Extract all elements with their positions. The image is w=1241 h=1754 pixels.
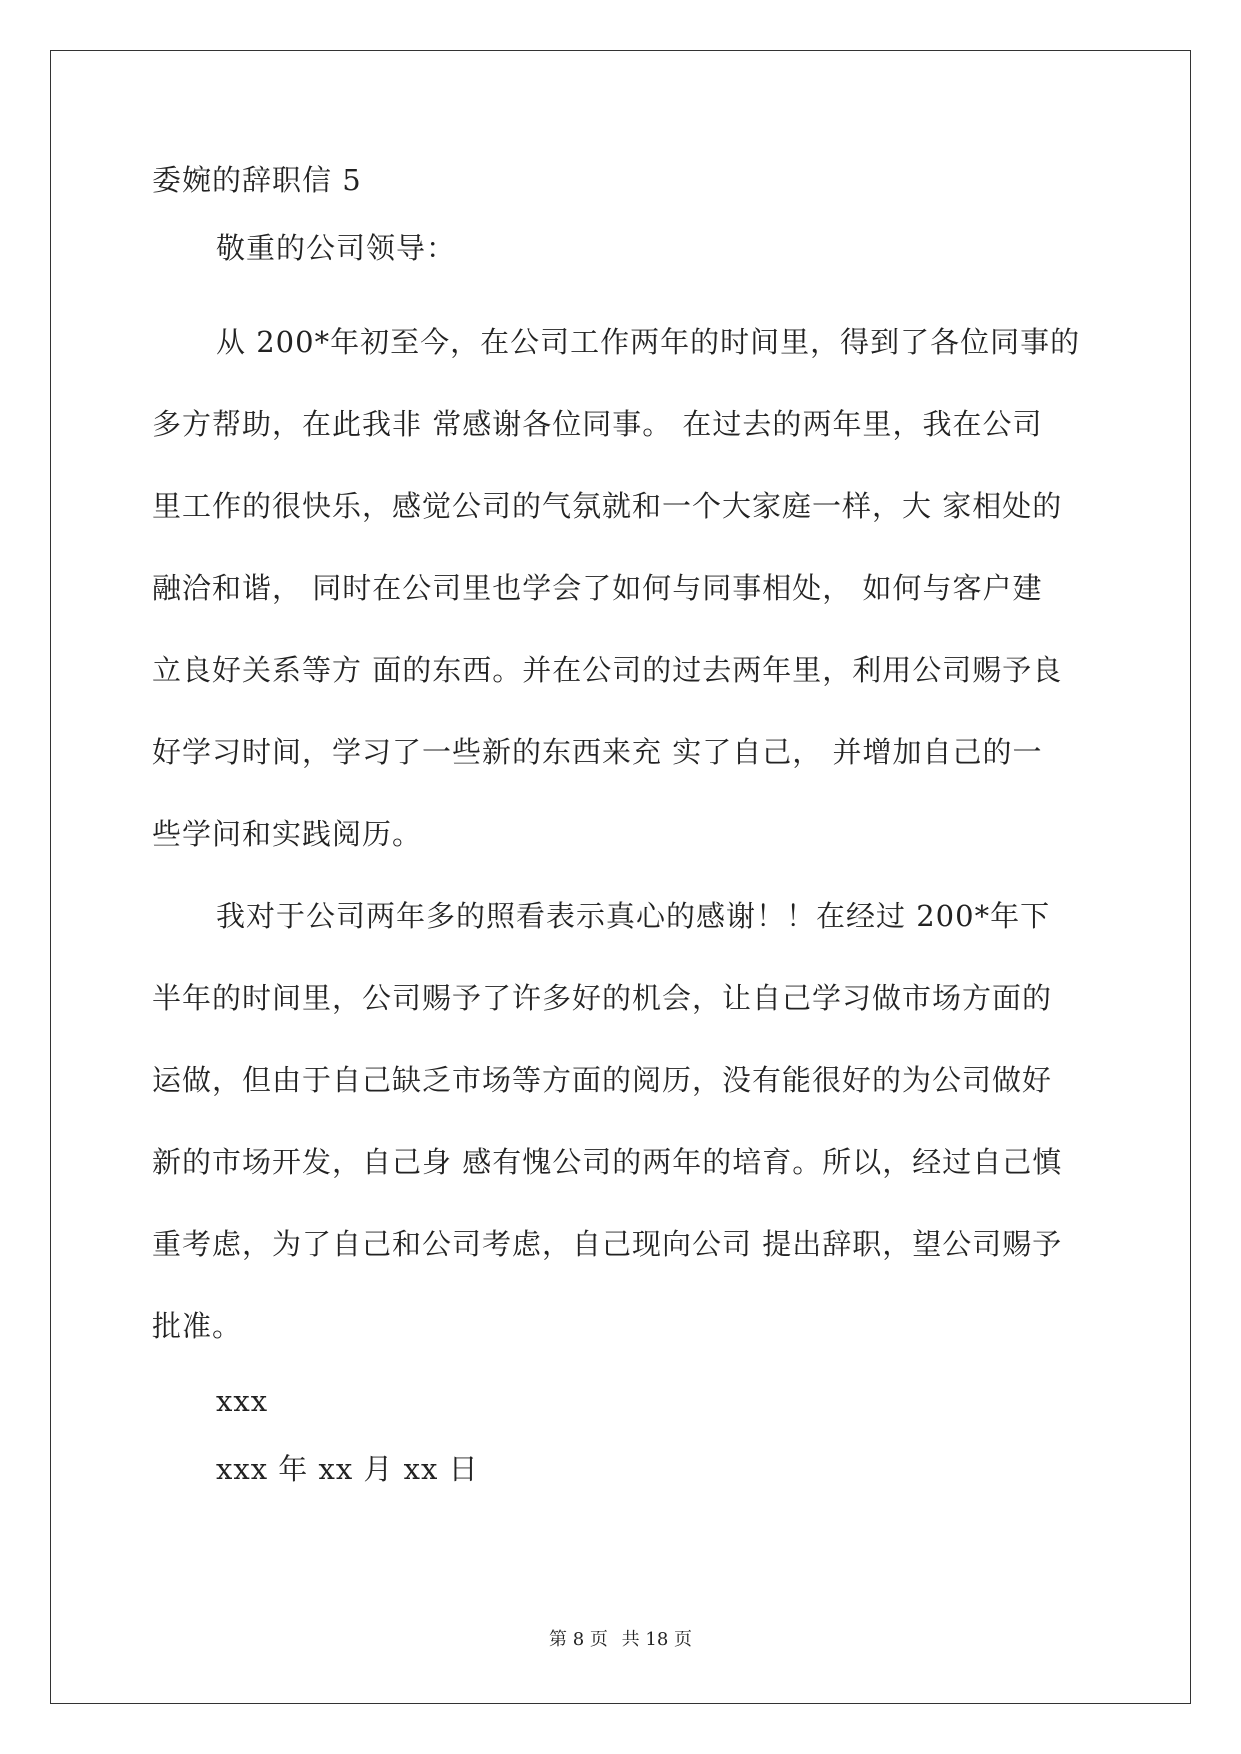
- page-footer: [0, 1625, 1241, 1651]
- page-total: 共 18 页: [621, 1629, 692, 1650]
- paragraph-line: 好学习时间，学习了一些新的东西来充 实了自己， 并增加自己的一: [152, 735, 1043, 769]
- page-number: 第 8 页: [549, 1629, 608, 1650]
- paragraph-line: 里工作的很快乐，感觉公司的气氛就和一个大家庭一样，大 家相处的: [152, 489, 1063, 523]
- signature-name: xxx: [216, 1384, 269, 1418]
- paragraph-1: [152, 301, 1092, 875]
- letter-body: [152, 165, 1092, 1503]
- paragraph-line: 我对于公司两年多的照看表示真心的感谢！！在经过 200*年下: [216, 899, 1051, 933]
- paragraph-2: [152, 875, 1092, 1367]
- paragraph-line: 些学问和实践阅历。: [152, 817, 423, 851]
- salutation: 敬重的公司领导：: [216, 231, 457, 265]
- paragraph-line: 立良好关系等方 面的东西。并在公司的过去两年里，利用公司赐予良: [152, 653, 1063, 687]
- paragraph-line: 半年的时间里，公司赐予了许多好的机会，让自己学习做市场方面的: [152, 981, 1053, 1015]
- paragraph-line: 重考虑，为了自己和公司考虑，自己现向公司 提出辞职，望公司赐予: [152, 1227, 1063, 1261]
- paragraph-line: 批准。: [152, 1309, 243, 1343]
- signature-date: xxx 年 xx 月 xx 日: [216, 1452, 479, 1486]
- paragraph-line: 多方帮助，在此我非 常感谢各位同事。 在过去的两年里，我在公司: [152, 407, 1043, 441]
- paragraph-line: 融洽和谐， 同时在公司里也学会了如何与同事相处， 如何与客户建: [152, 571, 1043, 605]
- paragraph-line: 运做，但由于自己缺乏市场等方面的阅历，没有能很好的为公司做好: [152, 1063, 1053, 1097]
- paragraph-line: 新的市场开发，自己身 感有愧公司的两年的培育。所以，经过自己慎: [152, 1145, 1063, 1179]
- paragraph-line: 从 200*年初至今，在公司工作两年的时间里，得到了各位同事的: [216, 325, 1081, 359]
- document-title: 委婉的辞职信 5: [152, 163, 362, 197]
